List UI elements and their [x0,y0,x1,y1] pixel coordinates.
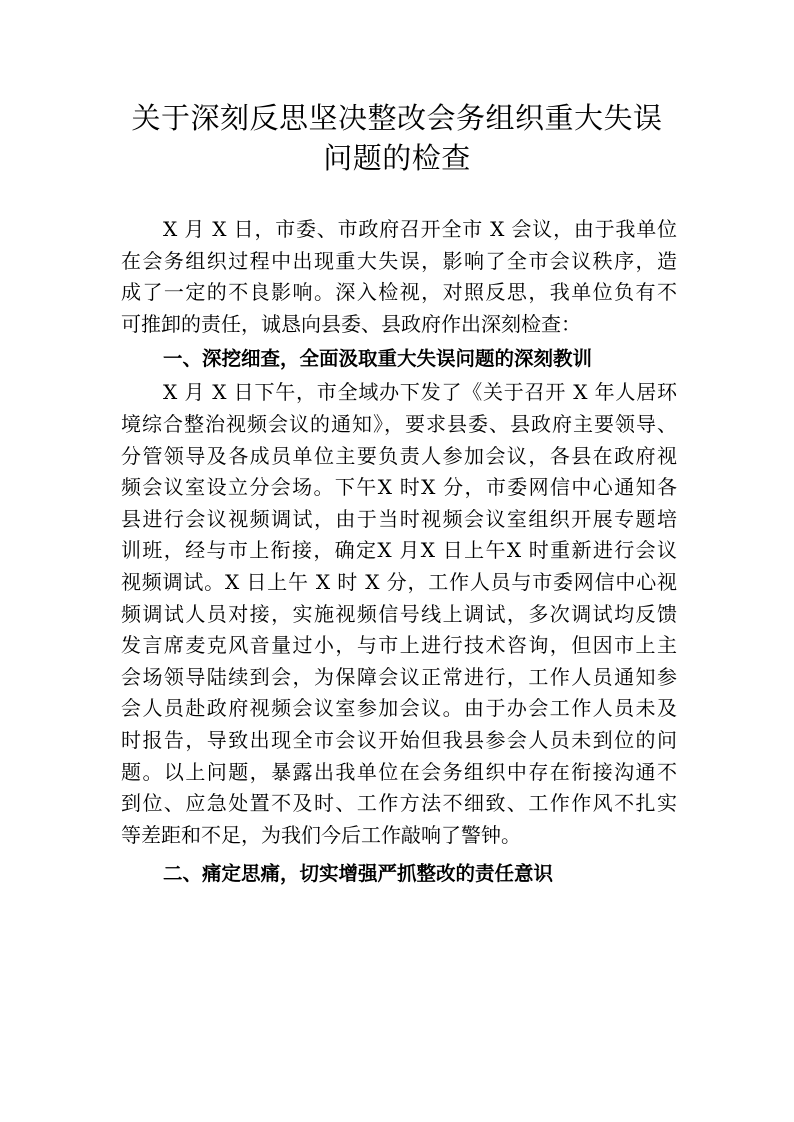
paragraph-line: 频会议室设立分会场。下午X 时X 分，市委网信中心通知各 [121,475,677,500]
paragraph-line: X 月 X 日，市委、市政府召开全市 X 会议，由于我单位 [163,217,677,241]
document-body [121,214,677,892]
paragraph-line: X 月 X 日下午，市全域办下发了《关于召开 X 年人居环 [163,380,677,405]
paragraph-line: 会人员赴政府视频会议室参加会议。由于办会工作人员未及 [121,696,677,721]
section-1-paragraph [121,377,677,851]
paragraph-line: 会场领导陆续到会，为保障会议正常进行，工作人员通知参 [121,664,677,689]
paragraph-line: 分管领导及各成员单位主要负责人参加会议，各县在政府视 [121,443,677,468]
intro-paragraph [121,214,677,340]
paragraph-line: 等差距和不足，为我们今后工作敲响了警钟。 [121,822,521,847]
paragraph-line: 县进行会议视频调试，由于当时视频会议室组织开展专题培 [121,506,677,531]
section-heading-1: 一、深挖细查，全面汲取重大失误问题的深刻教训 [163,347,593,371]
paragraph-line: 题。以上问题，暴露出我单位在会务组织中存在衔接沟通不 [121,759,677,784]
paragraph-line: 可推卸的责任，诚恳向县委、县政府作出深刻检查： [121,311,581,336]
paragraph-line: 在会务组织过程中出现重大失误，影响了全市会议秩序，造 [121,248,677,273]
document-title-line-2: 问题的检查 [323,141,471,175]
paragraph-line: 发言席麦克风音量过小，与市上进行技术咨询，但因市上主 [121,633,677,658]
section-heading-2: 二、痛定思痛，切实增强严抓整改的责任意识 [163,862,554,886]
paragraph-line: 到位、应急处置不及时、工作方法不细致、工作作风不扎实 [121,791,677,816]
paragraph-line: 境综合整治视频会议的通知》，要求县委、县政府主要领导、 [121,411,677,436]
paragraph-line: 频调试人员对接，实施视频信号线上调试，多次调试均反馈 [121,601,677,626]
document-title-line-1: 关于深刻反思坚决整改会务组织重大失误 [131,101,663,135]
paragraph-line: 时报告，导致出现全市会议开始但我县参会人员未到位的问 [121,727,677,752]
paragraph-line: 成了一定的不良影响。深入检视，对照反思，我单位负有不 [121,280,677,305]
paragraph-line: 视频调试。X 日上午 X 时 X 分，工作人员与市委网信中心视 [121,569,677,594]
paragraph-line: 训班，经与市上衔接，确定X 月X 日上午X 时重新进行会议 [121,538,677,563]
